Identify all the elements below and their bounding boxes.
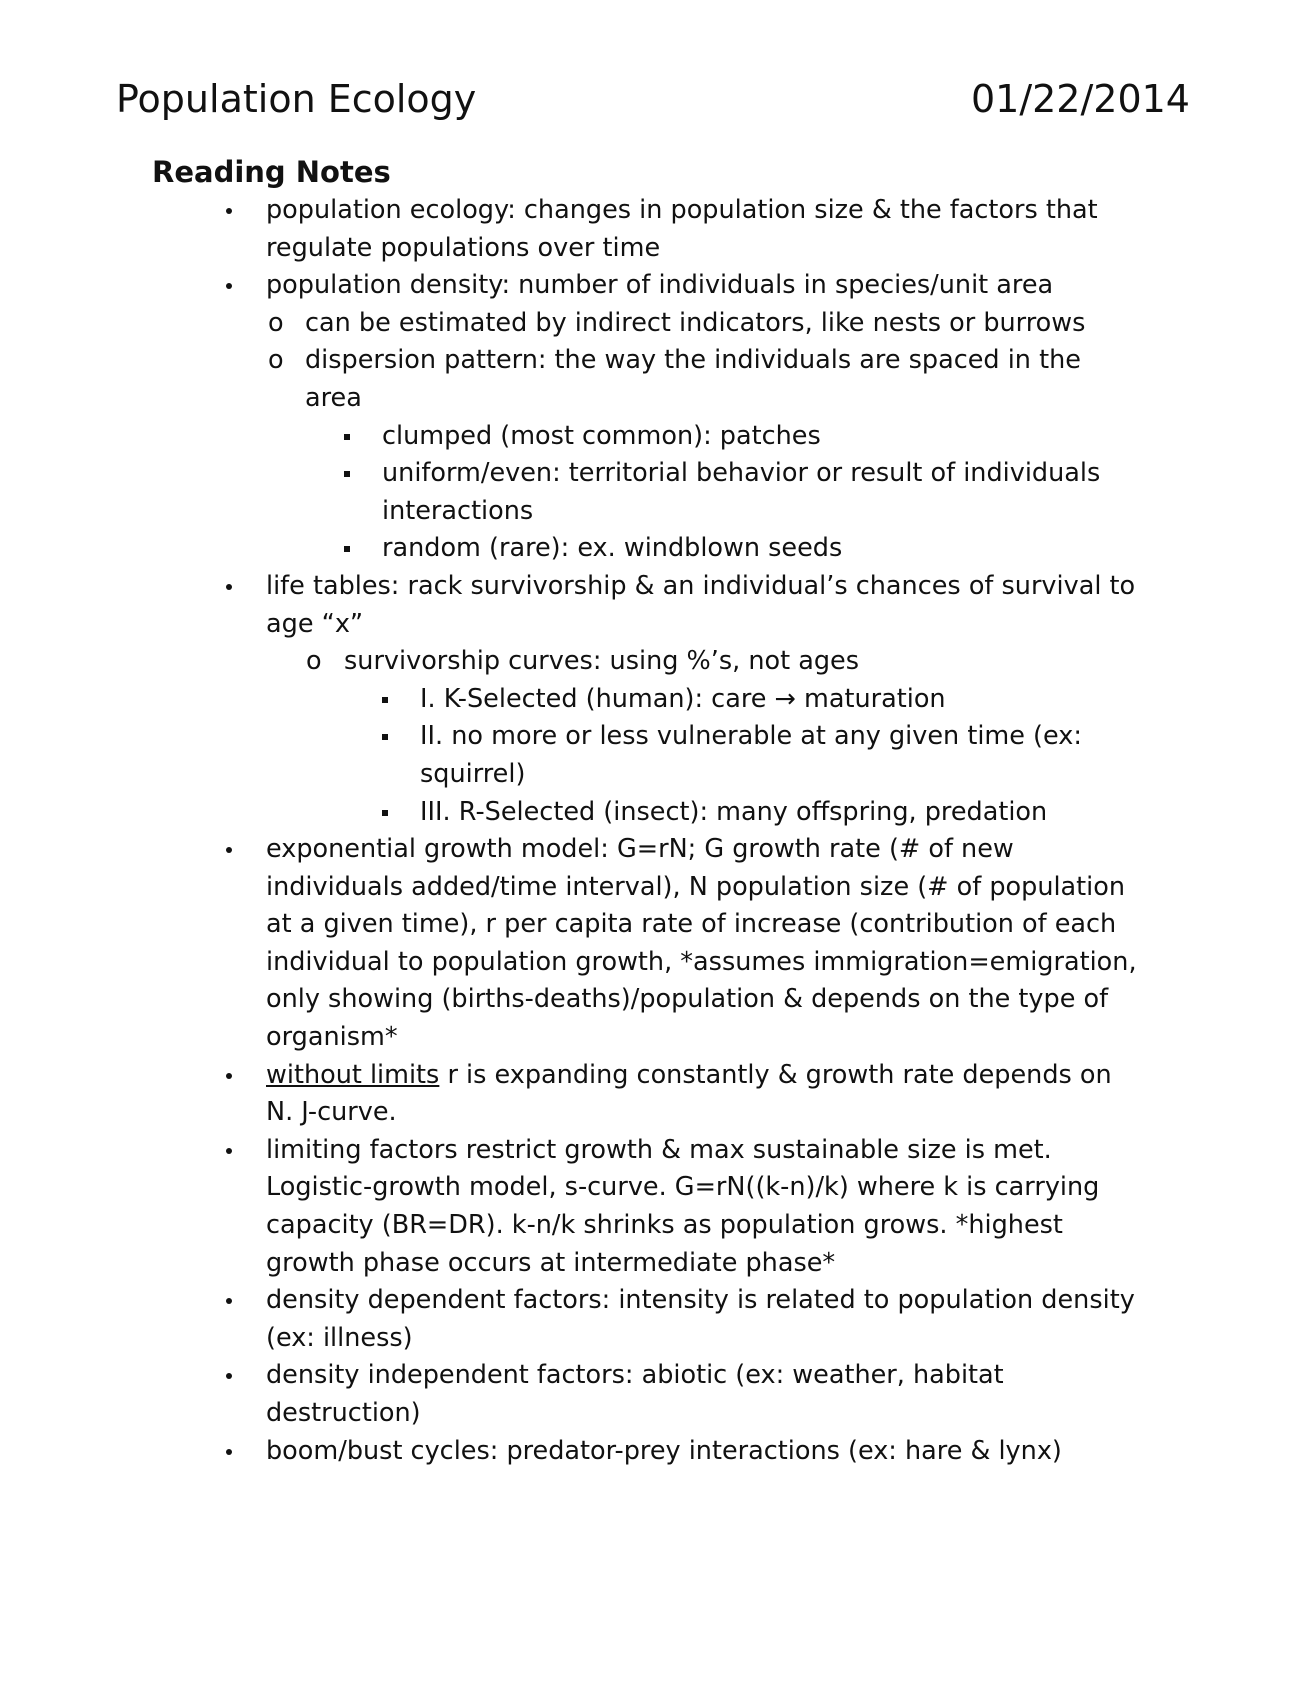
bullet-text: life tables: rack survivorship & an individual’s chances of survival to age “x” (266, 570, 1136, 639)
bullet-text: limiting factors restrict growth & max sustainable size is met. Logistic-growth model, s-curve. G=rN((k-n)/k) where k is carrying capacity (BR=DR). k-n/k shrinks as population grows. *highest growth phase occurs at intermediate phase* (266, 1134, 1100, 1278)
bullet-text: boom/bust cycles: predator-prey interactions (ex: hare & lynx) (266, 1435, 1062, 1466)
bullet-square-icon (344, 418, 350, 456)
sub-sub-bullet-text: III. R-Selected (insect): many offspring, predation (420, 796, 1048, 827)
document-header (116, 74, 1190, 124)
bullet-square-icon (344, 455, 350, 493)
sub-bullet-text: can be estimated by indirect indicators, like nests or burrows (305, 307, 1086, 338)
bullet-item (0, 267, 1146, 305)
bullet-dot-icon (226, 1357, 232, 1395)
document-title: Population Ecology (116, 77, 477, 121)
bullet-item (0, 1057, 1146, 1132)
sub-sub-bullet-text: uniform/even: territorial behavior or result of individuals interactions (382, 458, 1101, 526)
bullet-item (0, 831, 1146, 1057)
bullet-text: density dependent factors: intensity is related to population density (ex: illness) (266, 1285, 1135, 1353)
bullet-item (0, 1132, 1146, 1282)
bullet-dot-icon (226, 1282, 232, 1320)
notes-list (0, 192, 1306, 1470)
bullet-dot-icon (226, 267, 232, 305)
bullet-text: population ecology: changes in population size & the factors that regulate populations over time (266, 195, 1098, 263)
bullet-dot-icon (226, 1433, 232, 1471)
bullet-text: exponential growth model: G=rN; G growth rate (# of new individuals added/time interval), N population size (# of population at a given time), r per capita rate of increase (contribution of each individual to population growth, *assumes immigration=emigration, only showing (births-deaths)/population & depends on the type of organism* (266, 834, 1137, 1053)
sub-sub-bullet-text: I. K-Selected (human): care → maturation (420, 683, 946, 714)
bullet-circle-icon: o (306, 646, 322, 677)
sub-bullet-item (0, 305, 1115, 343)
sub-bullet-text: dispersion pattern: the way the individuals are spaced in the area (305, 345, 1081, 413)
bullet-text: density independent factors: abiotic (ex: weather, habitat destruction) (266, 1360, 1004, 1428)
sub-bullet-item (0, 643, 1134, 681)
sub-bullet-text: survivorship curves: using %’s, not ages (344, 646, 860, 677)
bullet-item (0, 1282, 1146, 1357)
sub-sub-bullet-text: II. no more or less vulnerable at any given time (ex: squirrel) (420, 721, 1082, 789)
sub-sub-bullet-item (0, 718, 1130, 793)
bullet-square-icon (382, 794, 388, 832)
bullet-circle-icon: o (268, 345, 284, 376)
bullet-dot-icon (226, 568, 232, 606)
bullet-dot-icon (226, 831, 232, 869)
sub-sub-bullet-text: random (rare): ex. windblown seeds (382, 533, 843, 564)
sub-sub-bullet-text: clumped (most common): patches (382, 420, 821, 451)
bullet-item (0, 568, 1146, 643)
underlined-term: without limits (266, 1059, 440, 1090)
section-heading: Reading Notes (152, 155, 391, 189)
sub-sub-bullet-item (0, 530, 1122, 568)
bullet-dot-icon (226, 192, 232, 230)
sub-sub-bullet-item (0, 794, 1130, 832)
sub-bullet-item (0, 342, 1115, 417)
bullet-item (0, 192, 1146, 267)
bullet-square-icon (382, 681, 388, 719)
bullet-square-icon (382, 718, 388, 756)
bullet-square-icon (344, 530, 350, 568)
bullet-circle-icon: o (268, 307, 284, 338)
sub-sub-bullet-item (0, 681, 1130, 719)
bullet-item (0, 1357, 1146, 1432)
sub-sub-bullet-item (0, 418, 1122, 456)
bullet-text: population density: number of individuals in species/unit area (266, 270, 1054, 301)
bullet-item (0, 1433, 1146, 1471)
sub-sub-bullet-item (0, 455, 1122, 530)
bullet-dot-icon (226, 1057, 232, 1095)
bullet-text: r is expanding constantly & growth rate depends on N. J-curve. (266, 1059, 1112, 1128)
bullet-dot-icon (226, 1132, 232, 1170)
document-date: 01/22/2014 (970, 77, 1190, 121)
